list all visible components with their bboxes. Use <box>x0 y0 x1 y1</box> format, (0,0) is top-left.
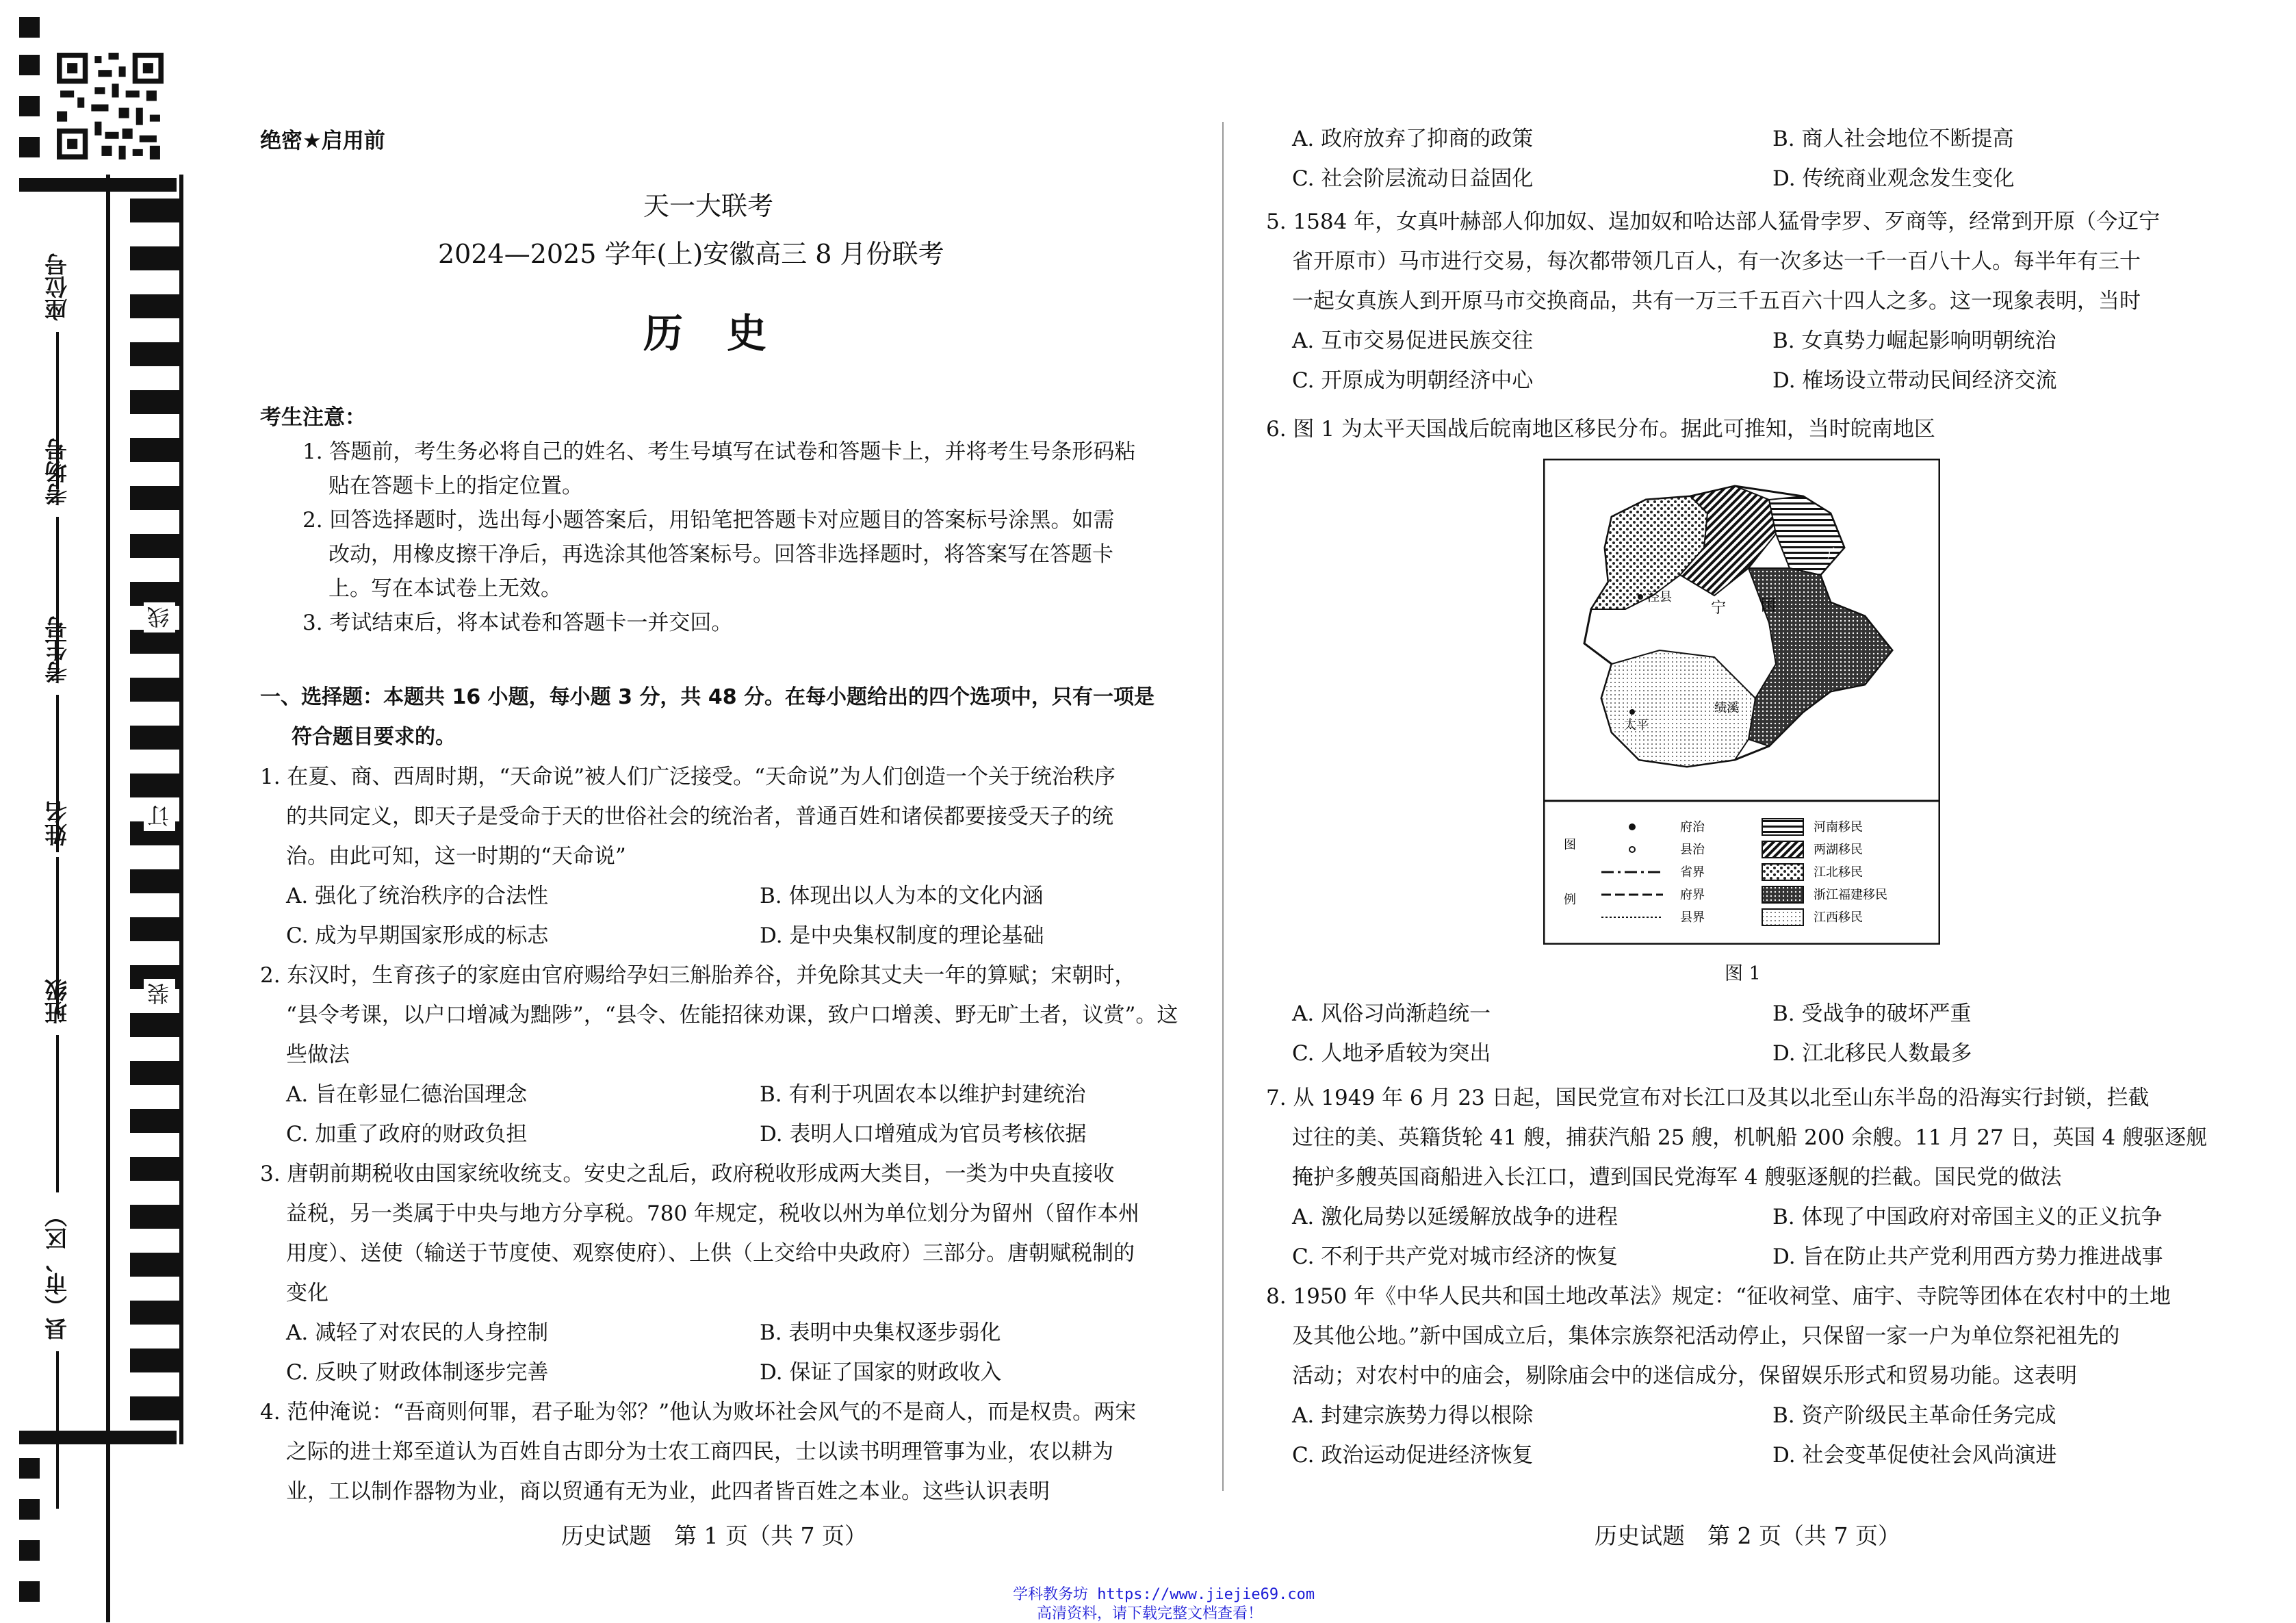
binding-bar <box>19 178 177 192</box>
binding-line <box>106 175 110 1622</box>
binding-mark <box>19 1499 40 1520</box>
map-label-zhou: 州 <box>1841 591 1853 605</box>
option-a[interactable]: A. 减轻了对农民的人身控制 <box>286 1320 549 1345</box>
binding-mark <box>19 96 40 116</box>
option-b[interactable]: B. 资产阶级民主革命任务完成 <box>1772 1403 2056 1428</box>
notes-item: 改动，用橡皮擦干净后，再选涂其他答案标号。回答非选择题时，将答案写在答题卡 <box>328 542 1113 567</box>
legend-migrant: 河南移民 <box>1814 820 1863 834</box>
option-d[interactable]: D. 社会变革促使社会风尚演进 <box>1772 1443 2057 1468</box>
exam-notes <box>260 400 1198 640</box>
question-6: 6. 图 1 为太平天国战后皖南地区移民分布。据此可推知，当时皖南地区 <box>1266 417 1935 442</box>
question-7: 7. 从 1949 年 6 月 23 日起，国民党宣布对长江口及其以北至山东半岛的沿海实行封锁，拦截 过往的美、英籍货轮 41 艘，捕获汽船 25 艘，机帆船 200 余艘。11 月 27 日，英国 4 艘驱逐舰 掩护多艘英国商船进入长江口，遭到国民党海军 4 艘驱逐舰的拦截。国民党的做法 A. 激化局势以延缓解放战争的进程 B. 体现了中国政府对帝国主义的正义抗争 C. 不利于共产党对城市经济的恢复 D. 旨在防止共产党利用西方势力推进战事 <box>1266 1078 2224 1277</box>
legend-item: 府界 <box>1680 888 1705 902</box>
option-d[interactable]: D. 江北移民人数最多 <box>1772 1041 1972 1066</box>
option-a[interactable]: A. 封建宗族势力得以根除 <box>1292 1403 1534 1428</box>
option-d[interactable]: D. 表明人口增殖成为官员考核依据 <box>760 1122 1087 1147</box>
migration-map <box>1543 459 1940 945</box>
question-1: 1. 在夏、商、西周时期，“天命说”被人们广泛接受。“天命说”为人们创造一个关于统治秩序 的共同定义，即天子是受命于天的世俗社会的统治者，普通百姓和诸侯都要接受天子的统 治。由此可知，这一时期的“天命说” A. 强化了统治秩序的合法性 B. 体现出以人为本的文化内涵 C. 成为早期国家形成的标志 D. 是中央集权制度的理论基础 <box>260 757 1198 956</box>
map-label-guo: 国 <box>1761 597 1777 614</box>
notes-title: 考生注意： <box>260 405 366 430</box>
legend-li: 例 <box>1564 893 1576 906</box>
notes-item: 2. 回答选择题时，选出每小题答案后，用铅笔把答题卡对应题目的答案标号涂黑。如需 <box>302 508 1115 533</box>
option-a[interactable]: A. 旨在彰显仁德治国理念 <box>286 1082 528 1107</box>
map-label-taiping: 太平 <box>1624 718 1649 732</box>
notes-item: 3. 考试结束后，将本试卷和答题卡一并交回。 <box>302 611 733 635</box>
option-d[interactable]: D. 榷场设立带动民间经济交流 <box>1772 368 2057 393</box>
option-b[interactable]: B. 有利于巩固农本以维护封建统治 <box>760 1082 1086 1107</box>
legend-symbol-xianzhi <box>1629 847 1635 852</box>
map-label-jing: 泾县 <box>1647 590 1672 604</box>
binding-mark <box>19 17 40 38</box>
legend-item: 县治 <box>1680 843 1705 856</box>
question-2: 2. 东汉时，生育孩子的家庭由官府赐给孕妇三斛胎养谷，并免除其丈夫一年的算赋；宋朝时， “县令考课，以户口增减为黜陟”，“县令、佐能招徕劝课，致户口增羡、野无旷土者，议赏”。这 些做法 A. 旨在彰显仁德治国理念 B. 有利于巩固农本以维护封建统治 C. 加重了政府的财政负担 D. 表明人口增殖成为官员考核依据 <box>260 956 1198 1154</box>
option-c[interactable]: C. 政治运动促进经济恢复 <box>1292 1443 1534 1468</box>
question-5: 5. 1584 年，女真叶赫部人仰加奴、逞加奴和哈达部人猛骨孛罗、歹商等，经常到开原（今辽宁 省开原市）马市进行交易，每次都带领几百人，有一次多达一千一百八十人。每半年有三十 一起女真族人到开原马市交换商品，共有一万三千五百六十四人之多。这一现象表明，当时 A. 互市交易促进民族交往 B. 女真势力崛起影响明朝统治 C. 开原成为明朝经济中心 D. 榷场设立带动民间经济交流 <box>1266 202 2224 400</box>
field-room[interactable]: 考场号 <box>41 438 96 674</box>
question-4-options <box>1266 119 2224 199</box>
binding-line <box>179 175 183 1444</box>
legend-swatch-henan <box>1762 819 1803 835</box>
binding-mark <box>19 1458 40 1479</box>
option-d[interactable]: D. 旨在防止共产党利用西方势力推进战事 <box>1772 1244 2163 1269</box>
legend-item: 府治 <box>1680 820 1705 834</box>
bind-word-bind: 装 <box>144 979 175 1009</box>
option-c[interactable]: C. 反映了财政体制逐步完善 <box>286 1360 549 1385</box>
county-seat-marker <box>1638 594 1643 600</box>
legend-swatch-lianghu <box>1762 841 1803 858</box>
field-name[interactable]: 姓名 <box>41 801 96 1014</box>
page-footer-left: 历史试题 第 1 页（共 7 页） <box>561 1522 867 1549</box>
option-b[interactable]: B. 体现出以人为本的文化内涵 <box>760 884 1044 908</box>
confidential-label: 绝密★启用前 <box>260 129 385 153</box>
field-exam-number[interactable]: 考生号 <box>41 616 96 852</box>
map-label-ning: 宁 <box>1711 599 1727 616</box>
question-3: 3. 唐朝前期税收由国家统收统支。安史之乱后，政府税收形成两大类目，一类为中央直接收 益税，另一类属于中央与地方分享税。780 年规定，税收以州为单位划分为留州（留作本州 用度）、送使（输送于节度使、观察使府）、上供（上交给中央政府）三部分。唐朝赋税制的 变化 A. 减轻了对农民的人身控制 B. 表明中央集权逐步弱化 C. 反映了财政体制逐步完善 D. 保证了国家的财政收入 <box>260 1154 1198 1392</box>
figure-caption: 图 1 <box>1725 963 1761 984</box>
notes-item: 上。写在本试卷上无效。 <box>328 576 562 601</box>
legend-tu: 图 <box>1564 838 1576 852</box>
binding-mark <box>19 137 40 157</box>
legend-migrant: 两湖移民 <box>1814 843 1863 856</box>
option-d[interactable]: D. 保证了国家的财政收入 <box>760 1360 1002 1385</box>
watermark-note: 高清资料，请下载完整文档查看！ <box>1037 1605 1263 1622</box>
question-6-options <box>1266 994 2224 1073</box>
legend-swatch-jiangxi <box>1762 909 1803 925</box>
legend-migrant: 江西移民 <box>1814 910 1863 924</box>
county-seat-marker <box>1629 709 1635 715</box>
section-heading: 一、选择题：本题共 16 小题，每小题 3 分，共 48 分。在每小题给出的四个选项中，只有一项是 符合题目要求的。 <box>260 685 1155 749</box>
option-a[interactable]: A. 政府放弃了抑商的政策 <box>1292 127 1534 151</box>
option-a[interactable]: A. 互市交易促进民族交往 <box>1292 329 1534 353</box>
option-b[interactable]: B. 女真势力崛起影响明朝统治 <box>1772 329 2056 353</box>
field-seat[interactable]: 座位号 <box>41 253 96 489</box>
notes-item: 1. 答题前，考生务必将自己的姓名、考生号填写在试卷和答题卡上，并将考生号条形码粘 <box>302 439 1136 464</box>
bind-word-staple: 订 <box>144 801 175 831</box>
binding-mark <box>19 55 40 75</box>
option-b[interactable]: B. 表明中央集权逐步弱化 <box>760 1320 1001 1345</box>
option-b[interactable]: B. 商人社会地位不断提高 <box>1772 127 2014 151</box>
field-class[interactable]: 班级 <box>41 979 96 1192</box>
exam-name: 2024—2025 学年(上)安徽高三 8 月份联考 <box>438 239 944 269</box>
option-c[interactable]: C. 人地矛盾较为突出 <box>1292 1041 1491 1066</box>
legend-item: 县界 <box>1680 910 1705 924</box>
option-c[interactable]: C. 社会阶层流动日益固化 <box>1292 166 1534 191</box>
watermark-link[interactable]: 学科教务坊 https://www.jiejie69.com <box>1013 1586 1315 1603</box>
qr-code <box>53 49 167 163</box>
option-d[interactable]: D. 传统商业观念发生变化 <box>1772 166 2015 191</box>
field-county[interactable]: 县（市、区） <box>41 1205 96 1509</box>
notes-item: 贴在答题卡上的指定位置。 <box>328 474 583 498</box>
legend-migrant: 江北移民 <box>1814 865 1863 879</box>
option-c[interactable]: C. 开原成为明朝经济中心 <box>1292 368 1534 393</box>
option-a[interactable]: A. 激化局势以延缓解放战争的进程 <box>1292 1205 1618 1229</box>
legend-swatch-zhefu <box>1762 886 1803 903</box>
option-b[interactable]: B. 体现了中国政府对帝国主义的正义抗争 <box>1772 1205 2163 1229</box>
option-a[interactable]: A. 风俗习尚渐趋统一 <box>1292 1001 1491 1026</box>
option-c[interactable]: C. 加重了政府的财政负担 <box>286 1122 528 1147</box>
map-label-jixi: 绩溪 <box>1714 701 1739 715</box>
option-d[interactable]: D. 是中央集权制度的理论基础 <box>760 923 1044 948</box>
bind-word-line: 线 <box>144 602 175 632</box>
binding-mark <box>19 1540 40 1561</box>
option-a[interactable]: A. 强化了统治秩序的合法性 <box>286 884 549 908</box>
page-footer-right: 历史试题 第 2 页（共 7 页） <box>1595 1522 1900 1549</box>
legend-item: 省界 <box>1680 865 1705 879</box>
question-4: 4. 范仲淹说：“吾商则何罪，君子耻为邻？”他认为败坏社会风气的不是商人，而是权贵。两宋 之际的进士郑至道认为百姓自古即分为士农工商四民，士以读书明理管事为业，农以耕为 业，工以制作器物为业，商以贸通有无为业，此四者皆百姓之本业。这些认识表明 <box>260 1400 1137 1504</box>
question-8: 8. 1950 年《中华人民共和国土地改革法》规定：“征收祠堂、庙宇、寺院等团体在农村中的土地 及其他公地。”新中国成立后，集体宗族祭祀活动停止，只保留一家一户为单位祭祀祖先的 活动；对农村中的庙会，剔除庙会中的迷信成分，保留娱乐形式和贸易功能。这表明 A. 封建宗族势力得以根除 B. 资产阶级民主革命任务完成 C. 政治运动促进经济恢复 D. 社会变革促使社会风尚演进 <box>1266 1277 2224 1475</box>
option-c[interactable]: C. 成为早期国家形成的标志 <box>286 923 549 948</box>
legend-swatch-jiangbei <box>1762 864 1803 880</box>
map-label-guang: 广 <box>1827 547 1840 561</box>
binding-mark <box>19 1581 40 1602</box>
subject-title: 历史 <box>643 310 811 357</box>
exam-org: 天一大联考 <box>643 191 774 221</box>
legend-migrant: 浙江福建移民 <box>1814 888 1887 902</box>
column-divider <box>1222 122 1224 1491</box>
option-b[interactable]: B. 受战争的破坏严重 <box>1772 1001 1972 1026</box>
legend-symbol-fuzhi <box>1629 823 1636 830</box>
option-c[interactable]: C. 不利于共产党对城市经济的恢复 <box>1292 1244 1618 1269</box>
